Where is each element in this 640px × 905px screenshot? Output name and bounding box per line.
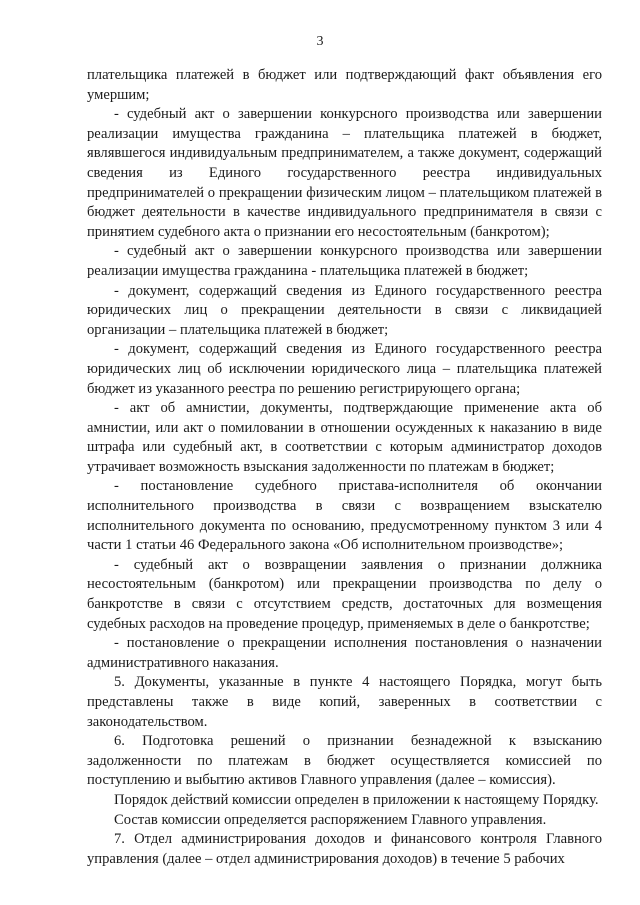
paragraph: - документ, содержащий сведения из Единого государственного реестра юридических лиц об исключении юридического лица – плательщика платежей бюджет из указанного реестра по решению регистрирующего органа; (87, 341, 602, 397)
paragraph: 5. Документы, указанные в пункте 4 настоящего Порядка, могут быть представлены также в виде копий, заверенных в соответствии с законодательством. (87, 674, 602, 730)
paragraph: Состав комиссии определяется распоряжением Главного управления. (114, 811, 547, 828)
paragraph: - судебный акт о возвращении заявления о признании должника несостоятельным (банкротом) или прекращении производства по делу о банкротстве в связи с отсутствием средств, достаточных для возмещения судебных расходов на проведение процедур, применяемых в деле о банкротстве; (87, 556, 602, 632)
page-number: 3 (316, 34, 324, 49)
document-body (87, 66, 602, 869)
paragraph: - постановление о прекращении исполнения постановления о назначении административного наказания. (87, 635, 602, 671)
paragraph: 6. Подготовка решений о признании безнадежной к взысканию задолженности по платежам в бюджет осуществляется комиссией по поступлению и выбытию активов Главного управления (далее – комиссия). (87, 733, 602, 789)
paragraph: - постановление судебного пристава-исполнителя об окончании исполнительного производства в связи с возвращением взыскателю исполнительного документа по основанию, предусмотренному пунктом 3 или 4 части 1 статьи 46 Федерального закона «Об исполнительном производстве»; (87, 478, 602, 554)
paragraph: - судебный акт о завершении конкурсного производства или завершении реализации имущества гражданина – плательщика платежей в бюджет, являвшегося индивидуальным предпринимателем, а также документ, содержащий сведения из Единого государственного реестра индивидуальных предпринимателей о прекращении физическим лицом – плательщиком платежей в бюджет деятельности в качестве индивидуального предпринимателя в связи с принятием судебного акта о признании его несостоятельным (банкротом); (87, 106, 602, 240)
paragraph: плательщика платежей в бюджет или подтверждающий факт объявления его умершим; (87, 67, 602, 103)
paragraph: - акт об амнистии, документы, подтверждающие применение акта об амнистии, или акт о помиловании в отношении осужденных к наказанию в виде штрафа или судебный акт, в соответствии с которым администратор доходов утрачивает возможность взыскания задолженности по платежам в бюджет; (87, 400, 602, 475)
paragraph: - документ, содержащий сведения из Единого государственного реестра юридических лиц о прекращении деятельности в связи с ликвидацией организации – плательщика платежей в бюджет; (87, 282, 602, 338)
paragraph: Порядок действий комиссии определен в приложении к настоящему Порядку. (114, 791, 599, 808)
paragraph: 7. Отдел администрирования доходов и финансового контроля Главного управления (далее – отдел администрирования доходов) в течение 5 рабочих (87, 831, 602, 867)
paragraph: - судебный акт о завершении конкурсного производства или завершении реализации имущества гражданина - плательщика платежей в бюджет; (87, 243, 602, 279)
